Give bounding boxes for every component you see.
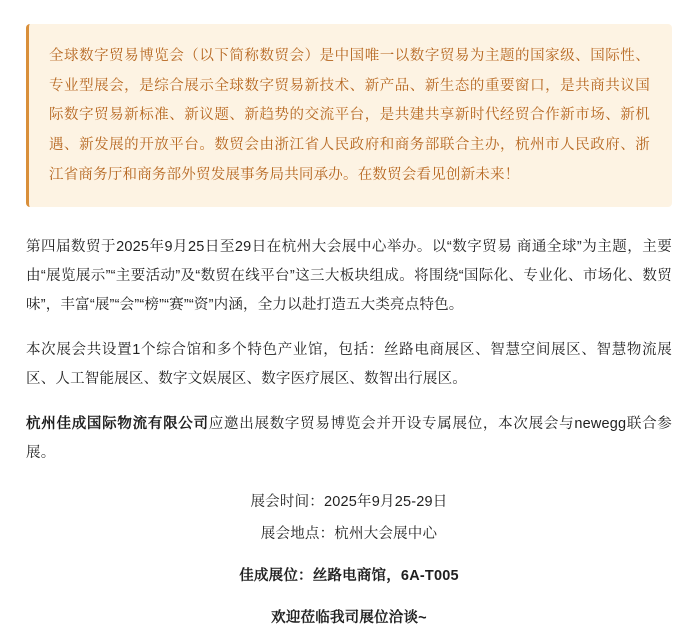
company-name: 杭州佳成国际物流有限公司 [26,415,209,432]
body-paragraph-1: 第四届数贸于2025年9月25日至29日在杭州大会展中心举办。以“数字贸易 商通全球”为主题，主要由“展览展示”“主要活动”及“数贸在线平台”这三大板块组成。将围绕“国际化、专业化、市场化、数贸味”，丰富“展”“会”“榜”“赛”“资”内涵，全力以赴打造五大类亮点特色。 [26,238,672,313]
booth-value: 丝路电商馆，6A-T005 [312,568,459,585]
intro-paragraph: 全球数字贸易博览会（以下简称数贸会）是中国唯一以数字贸易为主题的国家级、国际性、专业型展会，是综合展示全球数字贸易新技术、新产品、新生态的重要窗口，是共商共议国际数字贸易新标准、新议题、新趋势的交流平台，是共建共享新时代经贸合作新市场、新机遇、新发展的开放平台。数贸会由浙江省人民政府和商务部联合主办，杭州市人民政府、浙江省商务厅和商务部外贸发展事务局共同承办。在数贸会看见创新未来！ [49,48,650,183]
exhibition-time-line [26,488,672,516]
exhibition-place-value: 杭州大会展中心 [334,525,438,542]
welcome-line: 欢迎莅临我司展位洽谈~ [271,610,427,627]
booth-label: 佳成展位： [239,568,313,585]
exhibition-time-label: 展会时间： [250,493,324,510]
booth-line [26,562,672,590]
exhibition-time-value: 2025年9月25-29日 [323,493,448,510]
exhibition-place-label: 展会地点： [260,525,335,542]
exhibition-place-line [26,520,672,548]
intro-highlight-box [26,24,672,207]
body-paragraph-2: 本次展会共设置1个综合馆和多个特色产业馆，包括：丝路电商展区、智慧空间展区、智慧物流展区、人工智能展区、数字文娱展区、数字医疗展区、数智出行展区。 [26,341,672,387]
body-paragraph-3 [26,410,672,468]
body-paragraph-3-rest: 应邀出展数字贸易博览会并开设专属展位，本次展会与newegg联合参展。 [26,415,673,461]
